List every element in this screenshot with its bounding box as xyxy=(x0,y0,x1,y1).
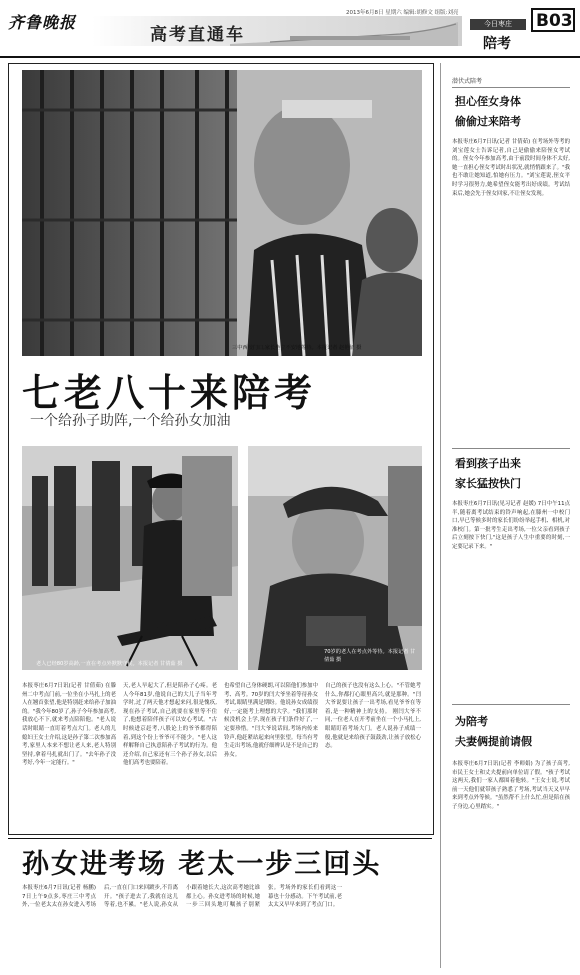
bottom-story-rule xyxy=(8,838,432,839)
masthead-rule xyxy=(0,56,580,58)
sidebar-title-1a: 担心侄女身体 xyxy=(455,95,521,108)
sidebar-title-2a: 看到孩子出来 xyxy=(455,457,521,470)
sidebar-kicker: 潜伏式陪考 xyxy=(452,78,483,85)
page-number: B03 xyxy=(536,11,573,31)
sidebar-rule-3 xyxy=(452,704,570,705)
bottom-headline: 孙女进考场 老太一步三回头 xyxy=(22,849,382,880)
photo-parents-waiting xyxy=(22,70,422,356)
body-column-1: 本报枣庄6月7日讯(记者 甘倩茹) 在滕州二中考点门前,一位坐在小马扎上的老人在翘首张望,他是特别赶来给孙子加油的。"我今年80岁了,孙子今年参加高考,我放心不下,就来考点陪陪他。"老人说话时眼睛一直盯着考点大门。老人的儿媳妇王女士介绍,这是孙子第二次参加高考,家里人本来不想让老人来,老人特别坚持,拿着马扎就出门了。"去年孙子没考好,今年一定能行。" xyxy=(22,683,116,767)
sidebar-body-2: 本报枣庄6月7日讯(见习记者 赵媛) 7日中午11点半,随着离考试结束的铃声响起,在滕州一中校门口,早已等候多时的家长们纷纷举起手机、相机,对准校门。第一批考生走出考场,一位父亲看到孩子后立刻按下快门,"这是孩子人生中重要的时刻,一定要记录下来。" xyxy=(452,501,570,550)
body-column-4: 自己的孩子也没有这么上心。"不管她考什么,你都打心眼里高兴,就是那种。"闫大爷说要让孩子一出考场,看见爷爷在等着,是一种精神上的支持。 刚闫大爷不同,一位老人在开考前坐在一个小马扎上,眼睛盯着考场大门。老人说孙子成绩一般,他就是来给孩子鼓鼓劲,让孩子放松心态。 xyxy=(325,683,421,750)
masthead xyxy=(0,0,580,60)
photo3-caption: 70岁的老人在考点外等待。本报记者 甘倩茹 摄 xyxy=(324,649,416,664)
sidebar-body-3: 本报枣庄6月7日讯(记者 李师娟) 为了孩子高考,市民王女士和丈夫提前向单位请了假。"孩子考试这两天,我们一家人都围着他转。"王女士说,考试前一天他们就带孩子熟悉了考场,考试当天又早早来到考点外等候。"虽然帮不上什么忙,但是陪在孩子身边,心里踏实。" xyxy=(452,761,570,810)
masthead-meta: 2013年6月8日 星期六 编辑:胡修文 组版:刘亮 xyxy=(346,10,459,16)
sidebar-rule-2 xyxy=(452,448,570,449)
train-illustration xyxy=(230,14,460,48)
page-number-box xyxy=(531,8,575,32)
sidebar-title-3b: 夫妻俩提前请假 xyxy=(455,735,532,748)
paper-logo: 齐鲁晚报 xyxy=(8,13,77,32)
sidebar-body-1: 本报枣庄6月7日讯(记者 甘倩茹) 在考场外等考的刘宝莲女士告诉记者,自己是偷偷来陪侄女考试的。侄女今年参加高考,由于前段时间身体不太好,她一直担心侄女考试时出状况,就悄悄跟来了。"我也不敢让她知道,怕她有压力。"刘宝莲说,侄女平时学习很努力,她希望侄女能考出好成绩。考试结束后,她会先于侄女回家,不让侄女发现。 xyxy=(452,139,570,197)
sidebar-divider xyxy=(440,63,441,968)
sidebar-title-3a: 为陪考 xyxy=(455,715,488,728)
body-column-3: 也希望自己身体硬朗,可以陪他们参加中考、高考。70岁的闫大爷坐着等待孙女考试,眼睛里满是期盼。他说孙女成绩很好,一定能考上理想的大学。"我们那时候没机会上学,现在孩子们条件好了,一定要珍惜。"闫大爷说话间,考场内传来铃声,他赶紧站起来向里张望。每当有考生走出考场,他就仔细辨认是不是自己的孙女。 xyxy=(224,683,318,758)
section-tag: 陪考 xyxy=(483,36,511,52)
main-headline: 七老八十来陪考 xyxy=(22,371,317,415)
main-subhead: 一个给孙子助阵,一个给孙女加油 xyxy=(30,413,231,429)
sidebar-title-1b: 偷偷过来陪考 xyxy=(455,115,521,128)
photo2-caption: 老人已经80岁高龄,一直在考点外默默守候。本报记者 甘倩茹 摄 xyxy=(36,661,183,667)
sidebar-title-2b: 家长猛按快门 xyxy=(455,477,521,490)
sidebar-kicker-rule xyxy=(452,87,570,88)
photo-grandfather-80 xyxy=(22,446,238,670)
bottom-body: 本报枣庄6月7日讯(记者 杨鹏) 7日上午9点多,枣庄三中考点外,一位老太太在孙女进入考场后,一直在门口来回踱步,不肯离开。"孩子进去了,我就在这儿等着,也不累。"老人说,孙女从小跟着她长大,这次高考她比谁都上心。孙女进考场的时候,她一步三回头地叮嘱孩子别紧张。考场外的家长们看到这一幕也十分感动。下午考试前,老太太又早早来到了考点门口。 xyxy=(22,885,342,909)
photo1-caption: 三中西校门口,家长坐立不安地等待。本报记者 赵艳征 摄 xyxy=(232,345,362,351)
photo-grandfather-70 xyxy=(248,446,422,670)
section-banner-title: 高考直通车 xyxy=(150,25,245,45)
edition-tag: 今日枣庄 xyxy=(470,19,526,30)
body-column-2: 天,老人早起大了,但是陪孙子心疼。老人今年81岁,他说自己的大儿子当年考学时,过了两天他才想起来问,很是愧疚,现在孙子考试,自己就要在家里等不住了,他想着陪伴孩子可以安心考试。"古时候进京赶考,八股论上的爷爷都得陪着,到这个份上爷爷可不能少。"老人这样解释自己执意陪孙子考试的行为。他还介绍,自己家还有三个孙子孙女,以后他们高考也要陪着。 xyxy=(123,683,217,767)
